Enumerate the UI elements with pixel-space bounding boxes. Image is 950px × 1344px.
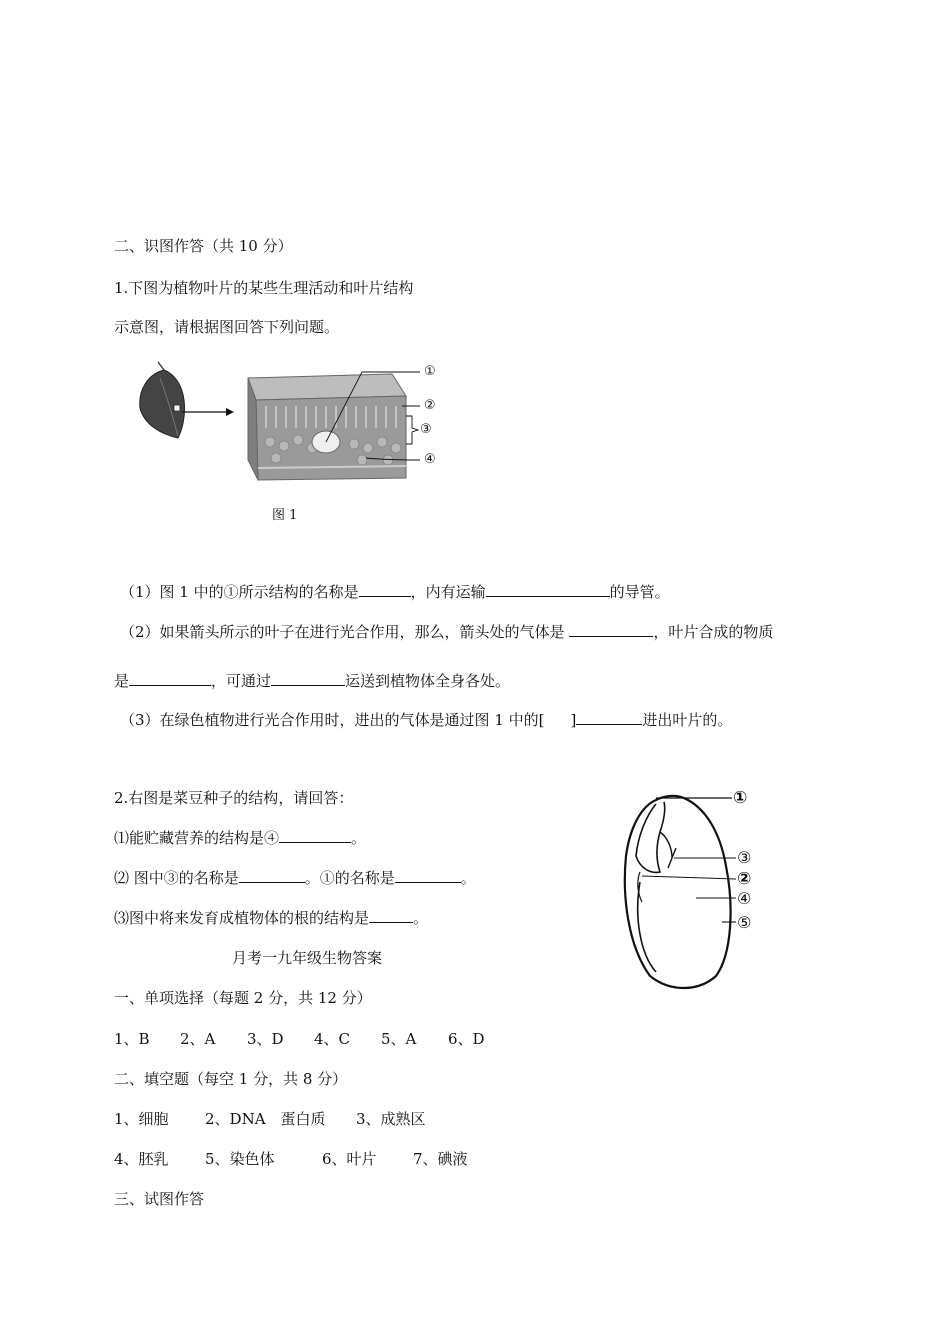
answer-item: 4、C [314,1030,351,1048]
section-heading: 二、识图作答（共 10 分） [114,237,293,255]
answer-item: 3、D [247,1030,284,1048]
seed-label-1: ① [733,788,748,808]
answer-item: 2、DNA 蛋白质 [205,1110,326,1128]
leaf-icon [140,370,185,438]
figure-1-label-4: ④ [424,452,436,467]
question-2-part-2: ⑵ 图中③的名称是 。①的名称是 。 [114,869,476,887]
figure-1-caption: 图 1 [272,508,298,523]
question-1-part-3: （3）在绿色植物进行光合作用时，进出的气体是通过图 1 中的[ ] 进出叶片的。 [120,711,733,729]
figure-1-label-1: ① [424,364,436,379]
question-2-part-1: ⑴能贮藏营养的结构是④ 。 [114,829,367,847]
seed-label-5: ⑤ [737,913,752,932]
answer-item: 7、碘液 [413,1150,468,1168]
section-top-face [248,374,406,400]
answers-part-2-row-1 [114,1109,426,1129]
answers-part-1-row [114,1029,485,1049]
question-1-part-2: （2）如果箭头所示的叶子在进行光合作用，那么，箭头处的气体是 ，叶片合成的物质 [120,623,774,641]
answer-item: 3、成熟区 [356,1110,426,1128]
answer-item: 6、D [448,1030,485,1048]
answers-part-3-heading: 三、试图作答 [114,1190,205,1208]
answers-part-1-heading: 一、单项选择（每题 2 分，共 12 分） [114,989,372,1007]
question-1-part-2-continued: 是 ，可通过 运送到植物体全身各处。 [114,672,511,690]
seed-label-4: ④ [737,889,752,908]
answers-part-2-row-2 [114,1149,468,1169]
question-1-intro: 1.下图为植物叶片的某些生理活动和叶片结构 [114,279,414,297]
arrow-head-icon [226,408,234,416]
leaf-structure-figure [130,360,460,480]
answers-title: 月考一九年级生物答案 [232,949,383,967]
bean-seed-figure [616,786,786,996]
question-1-part-1: （1）图 1 中的①所示结构的名称是 ，内有运输 的导管。 [120,583,670,601]
answer-item: 6、叶片 [322,1150,377,1168]
question-2-intro: 2.右图是菜豆种子的结构，请回答： [114,789,354,807]
answer-item: 1、细胞 [114,1110,169,1128]
figure-1-label-3: ③ [420,422,432,437]
answer-item: 5、染色体 [205,1150,275,1168]
leaf-petiole [158,362,164,370]
answers-part-2-heading: 二、填空题（每空 1 分，共 8 分） [114,1070,348,1088]
question-2-part-3: ⑶图中将来发育成植物体的根的结构是 。 [114,909,429,927]
figure-1-label-2: ② [424,398,436,413]
question-1-intro-continued: 示意图，请根据图回答下列问题。 [114,318,340,336]
seed-coat [625,796,731,988]
answer-item: 5、A [381,1030,417,1048]
answer-item: 2、A [180,1030,216,1048]
answer-item: 4、胚乳 [114,1150,169,1168]
seed-label-3: ③ [737,848,752,867]
seed-label-2: ② [737,869,752,889]
answer-item: 1、B [114,1030,150,1048]
